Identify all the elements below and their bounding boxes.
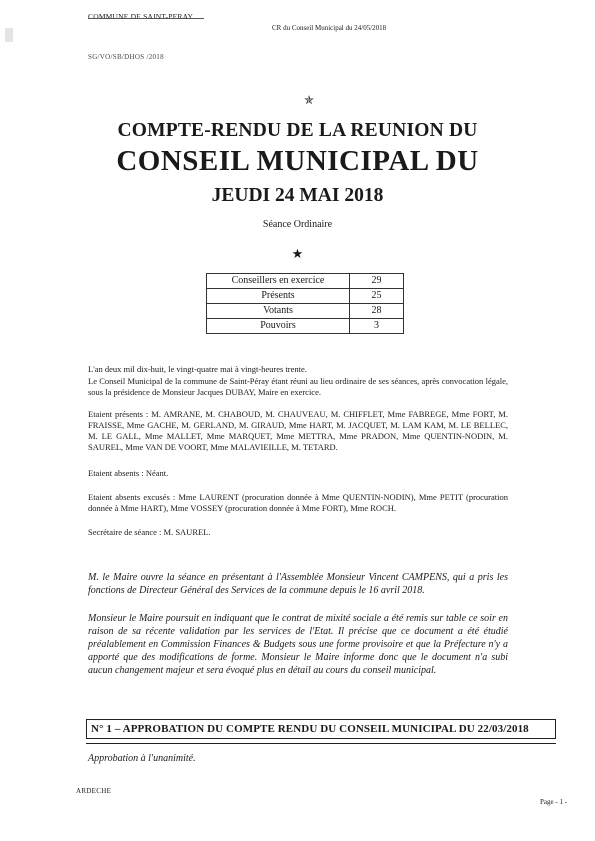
count-label: Pouvoirs	[207, 319, 350, 334]
table-row	[207, 304, 404, 319]
header-underline	[88, 18, 204, 19]
scan-edge-mark	[5, 28, 13, 42]
contract-paragraph: Monsieur le Maire poursuit en indiquant que le contrat de mixité sociale a été remis sur table ce soir en raison de sa récente validation par les services de l'Etat. Il précise que ce document a été étudié préalablement en Commission Finances & Budgets sous une forme provisoire et que la Préfecture n'y a apporté que des modifications de forme. Monsieur le Maire informe donc que le document n'a subi aucun changement majeur et sera évoqué plus en détail au cours du conseil municipal.	[88, 613, 508, 676]
count-value: 28	[350, 304, 404, 319]
intro-convocation: Le Conseil Municipal de la commune de Saint-Péray étant réuni au lieu ordinaire de ses séances, après convocation légale, sous la présidence de Monsieur Jacques DUBAY, Maire en exercice.	[88, 376, 508, 397]
intro-date: L'an deux mil dix-huit, le vingt-quatre mai à vingt-heures trente.	[88, 364, 307, 374]
header-commune: COMMUNE DE SAINT-PERAY	[88, 12, 194, 21]
count-label: Présents	[207, 289, 350, 304]
page-number: Page - 1 -	[540, 798, 568, 806]
title-date: JEUDI 24 MAI 2018	[211, 185, 384, 206]
count-label: Votants	[207, 304, 350, 319]
count-value: 25	[350, 289, 404, 304]
title-line-1: COMPTE-RENDU DE LA REUNION DU	[117, 120, 478, 141]
header-doc-ref: CR du Conseil Municipal du 24/05/2018	[272, 24, 387, 32]
count-value: 29	[350, 274, 404, 289]
footer-department: ARDECHE	[76, 787, 112, 795]
session-secretary: Secrétaire de séance : M. SAUREL.	[88, 527, 211, 537]
section-title: N° 1 – APPROBATION DU COMPTE RENDU DU CONSEIL MUNICIPAL DU 22/03/2018	[86, 719, 556, 739]
session-type: Séance Ordinaire	[262, 219, 333, 230]
count-label: Conseillers en exercice	[207, 274, 350, 289]
count-value: 3	[350, 319, 404, 334]
star-ornament-icon: ✯	[304, 93, 315, 107]
present-members: Etaient présents : M. AMRANE, M. CHABOUD, M. CHAUVEAU, M. CHIFFLET, Mme FABREGE, Mme FORT, M. FRAISSE, Mme GACHE, M. GERLAND, M. GIRAUD, Mme HART, M. JACQUET, M. LAM KAM, M. LE BELLEC, M. LE GALL, Mme MALLET, Mme MARQUET, Mme METTRA, Mme PRADON, Mme QUENTIN-NODIN, M. SAUREL, Mme VAN DE VOORT, Mme MALAVIEILLE, M. TETARD.	[88, 409, 508, 452]
opening-paragraph: M. le Maire ouvre la séance en présentant à l'Assemblée Monsieur Vincent CAMPENS, qui a pris les fonctions de Directeur Général des Services de la commune depuis le 16 avril 2018.	[88, 572, 508, 596]
table-row	[207, 289, 404, 304]
table-row	[207, 319, 404, 334]
section-divider	[86, 743, 556, 744]
approval-result: Approbation à l'unanimité.	[88, 753, 196, 764]
title-line-2: CONSEIL MUNICIPAL DU	[116, 145, 479, 177]
table-row	[207, 274, 404, 289]
absent-members: Etaient absents : Néant.	[88, 468, 169, 478]
attendance-table	[206, 273, 404, 334]
internal-reference: SG/VO/SB/DHOS /2018	[88, 53, 164, 61]
excused-members: Etaient absents excusés : Mme LAURENT (procuration donnée à Mme QUENTIN-NODIN), Mme PETIT (procuration donnée à Mme HART), Mme VOSSEY (procuration donnée à Mme FORT), Mme ROCH.	[88, 492, 508, 513]
star-icon: ★	[291, 246, 304, 261]
